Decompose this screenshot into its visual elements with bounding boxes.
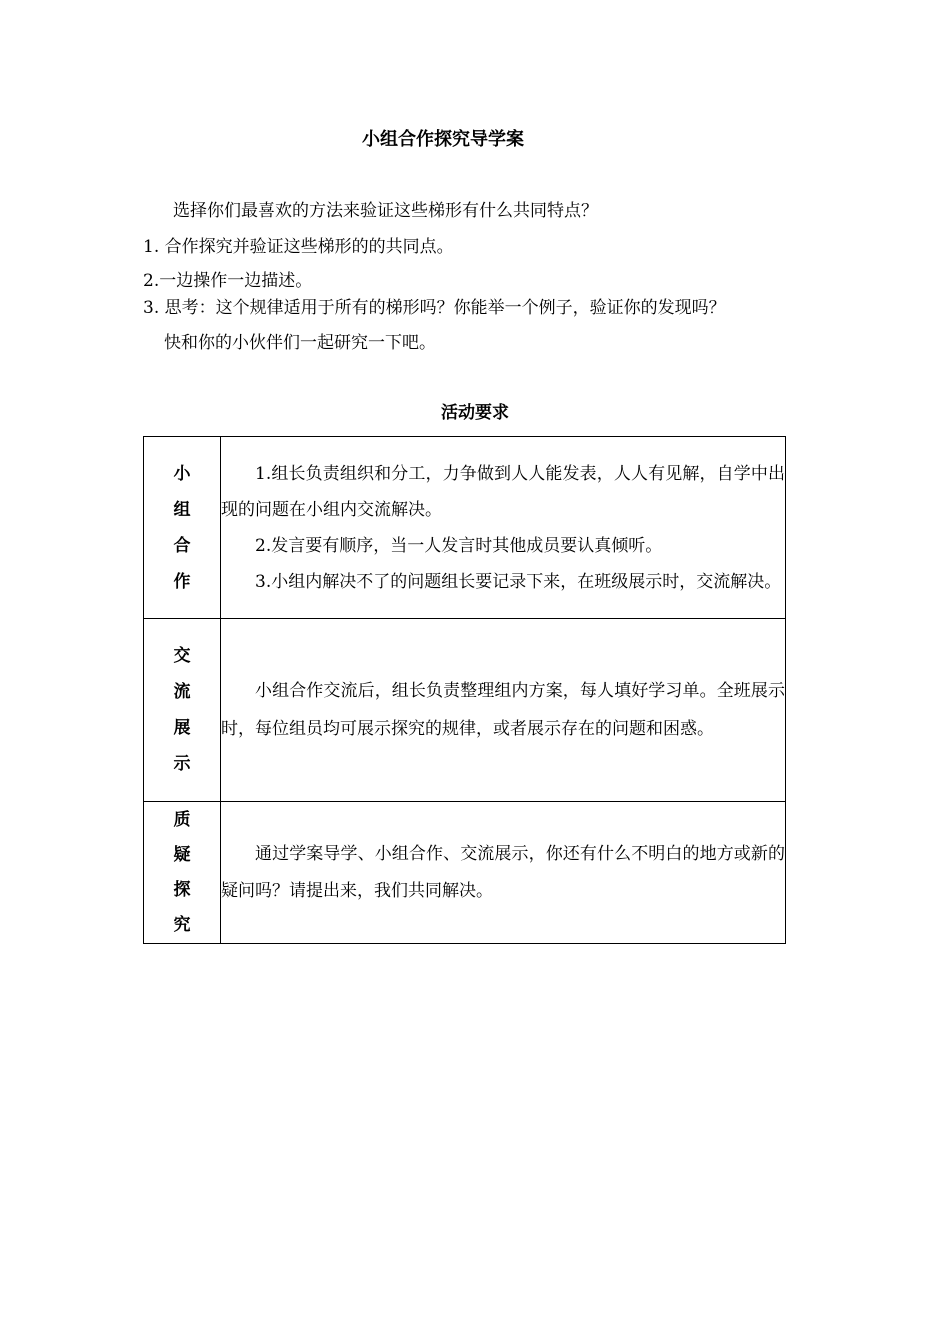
row-content-cell <box>221 802 786 944</box>
table-row <box>144 437 786 619</box>
row-content-cell <box>221 619 786 802</box>
intro-item-2: 2.一边操作一边描述。 <box>143 271 313 291</box>
intro-item-3: 3. 思考：这个规律适用于所有的梯形吗？你能举一个例子，验证你的发现吗？ <box>143 298 726 318</box>
table-row <box>144 619 786 802</box>
table-row <box>144 802 786 944</box>
section-title: 活动要求 <box>441 403 509 423</box>
row-paragraph: 小组合作交流后，组长负责整理组内方案，每人填好学习单。全班展示时，每位组员均可展示探究的规律，或者展示存在的问题和困惑。 <box>221 681 785 739</box>
intro-closing: 快和你的小伙伴们一起研究一下吧。 <box>164 333 436 353</box>
row-label-cell <box>144 437 221 619</box>
document-title: 小组合作探究导学案 <box>362 129 524 150</box>
row-label: 交流展示 <box>173 646 191 774</box>
row-paragraph: 通过学案导学、小组合作、交流展示，你还有什么不明白的地方或新的疑问吗？请提出来，我们共同解决。 <box>221 843 785 901</box>
row-label: 质疑探究 <box>173 809 191 935</box>
row-paragraph: 1.组长负责组织和分工，力争做到人人能发表，人人有见解，自学中出现的问题在小组内交流解决。 <box>221 463 785 520</box>
intro-lead: 选择你们最喜欢的方法来验证这些梯形有什么共同特点？ <box>173 201 598 221</box>
row-paragraph: 2.发言要有顺序，当一人发言时其他成员要认真倾听。 <box>255 535 663 556</box>
row-content-cell <box>221 437 786 619</box>
row-label: 小组合作 <box>173 463 191 592</box>
intro-item-1: 1. 合作探究并验证这些梯形的的共同点。 <box>143 237 454 257</box>
row-label-cell <box>144 802 221 944</box>
activity-requirements-table <box>143 436 786 944</box>
row-label-cell <box>144 619 221 802</box>
row-paragraph: 3.小组内解决不了的问题组长要记录下来，在班级展示时，交流解决。 <box>255 571 782 592</box>
